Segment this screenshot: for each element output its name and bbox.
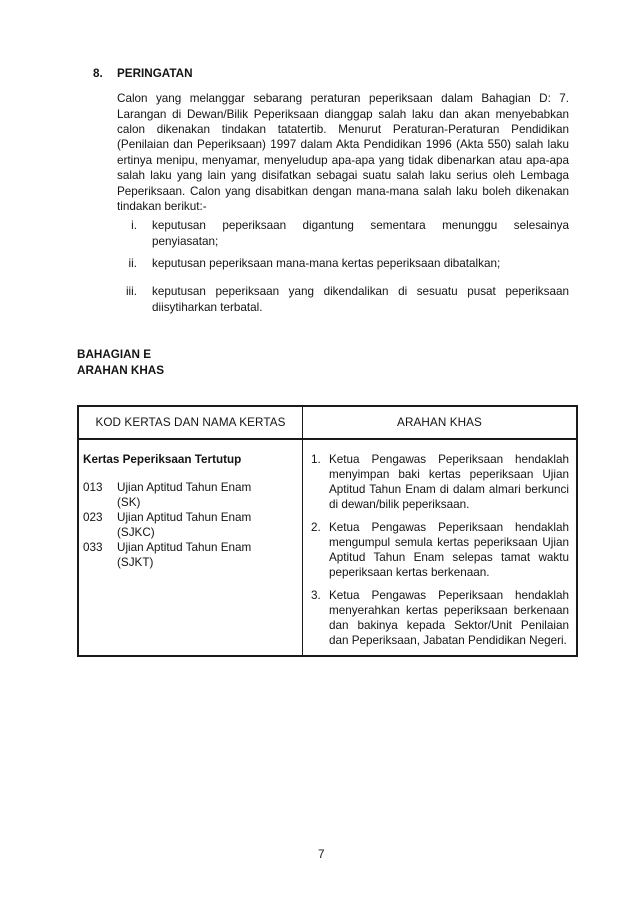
paper-school-type: (SK)	[117, 495, 141, 509]
instruction-number: 2.	[311, 520, 321, 534]
paper-group-title: Kertas Peperiksaan Tertutup	[83, 452, 242, 466]
paper-entry	[83, 480, 293, 510]
list-item	[152, 218, 569, 249]
list-item-line: keputusan peperiksaan yang dikendalikan di sesuatu pusat peperiksaan	[152, 285, 569, 299]
paper-code: 033	[83, 540, 103, 554]
list-item-line: keputusan peperiksaan mana-mana kertas peperiksaan dibatalkan;	[152, 257, 501, 271]
header-paper-code: KOD KERTAS DAN NAMA KERTAS	[95, 416, 286, 429]
paragraph-line: ertinya menipu, menyamar, menyeludup apa-apa yang tidak dibenarkan atau apa-apa	[117, 153, 569, 167]
list-numeral: ii.	[128, 257, 137, 271]
page-number: 7	[318, 848, 325, 861]
list-numeral: iii.	[125, 285, 137, 299]
instructions-table	[77, 405, 578, 657]
paper-entry	[83, 540, 293, 570]
instruction-line: Aptitud Tahun Enam di dalam almari berkunci	[329, 482, 569, 496]
instruction-line: di dewan/bilik peperiksaan.	[329, 497, 470, 511]
instruction-line: Ketua Pengawas Peperiksaan hendaklah	[329, 520, 569, 534]
paragraph-line: calon dikenakan tindakan tatatertib. Menurut Peraturan-Peraturan Pendidikan	[117, 123, 569, 137]
paper-name: Ujian Aptitud Tahun Enam	[117, 510, 252, 524]
paper-name: Ujian Aptitud Tahun Enam	[117, 540, 252, 554]
list-item	[152, 256, 569, 271]
paragraph-line: Larangan di Dewan/Bilik Peperiksaan dianggap salah laku dan akan menyebabkan	[117, 107, 569, 121]
instruction-number: 3.	[311, 588, 321, 602]
instruction-line: menyimpan baki kertas peperiksaan Ujian	[329, 467, 569, 481]
list-item	[152, 284, 569, 315]
paper-entry	[83, 510, 293, 540]
list-item-line: keputusan peperiksaan digantung sementara menunggu selesainya	[152, 219, 569, 233]
paper-list	[83, 480, 293, 570]
section-number: 8.	[93, 66, 103, 80]
instruction-item	[329, 452, 569, 512]
table-header-row	[79, 407, 576, 440]
paper-code: 023	[83, 510, 103, 524]
paper-school-type: (SJKC)	[117, 525, 155, 539]
column-divider	[302, 407, 303, 655]
instruction-number: 1.	[311, 452, 321, 466]
list-item-line: diisytiharkan terbatal.	[152, 300, 263, 314]
instruction-item	[329, 588, 569, 648]
paragraph-line: tindakan berikut:-	[117, 200, 207, 214]
paper-school-type: (SJKT)	[117, 555, 154, 569]
paper-code: 013	[83, 480, 103, 494]
instruction-line: Ketua Pengawas Peperiksaan hendaklah	[329, 588, 569, 602]
paper-name: Ujian Aptitud Tahun Enam	[117, 480, 252, 494]
paragraph-line: Calon yang melanggar sebarang peraturan peperiksaan dalam Bahagian D: 7.	[117, 92, 569, 106]
part-title: BAHAGIAN E	[77, 348, 152, 362]
instruction-item	[329, 520, 569, 580]
instruction-line: Aptitud Tahun Enam selepas tamat waktu	[329, 550, 569, 564]
part-subtitle: ARAHAN KHAS	[77, 363, 165, 377]
paragraph-line: salah laku yang lain yang disifatkan sebagai suatu salah laku serius oleh Lembaga	[117, 169, 569, 183]
header-instructions: ARAHAN KHAS	[397, 416, 482, 429]
list-numeral: i.	[131, 219, 137, 233]
list-item-line: penyiasatan;	[152, 234, 219, 248]
instruction-line: dan bakinya kepada Sektor/Unit Penilaian	[329, 618, 569, 632]
instruction-line: peperiksaan kertas berkenaan.	[329, 565, 490, 579]
warning-paragraph	[117, 91, 569, 214]
instruction-line: Ketua Pengawas Peperiksaan hendaklah	[329, 452, 569, 466]
paragraph-line: Peperiksaan. Calon yang disabitkan dengan mana-mana salah laku boleh dikenakan	[117, 184, 569, 198]
instruction-line: menyerahkan kertas peperiksaan berkenaan	[329, 603, 569, 617]
section-heading: PERINGATAN	[117, 66, 193, 80]
instruction-line: mengumpul semula kertas peperiksaan Ujian	[329, 535, 569, 549]
instruction-line: dan Peperiksaan, Jabatan Pendidikan Negeri.	[329, 633, 567, 647]
paragraph-line: (Penilaian dan Peperiksaan) 1997 dalam Akta Pendidikan 1996 (Akta 550) salah laku	[117, 138, 569, 152]
